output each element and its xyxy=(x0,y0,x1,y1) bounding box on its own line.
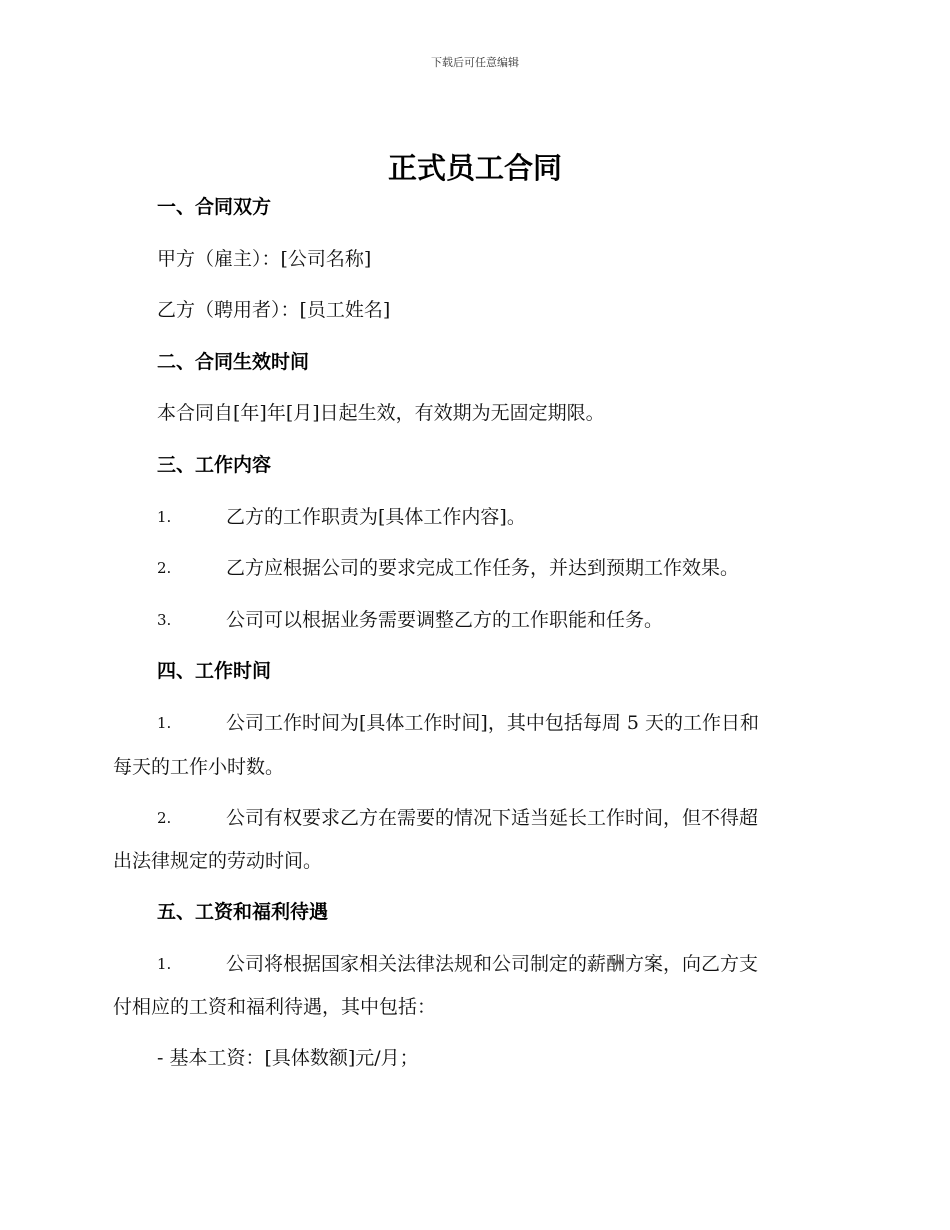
section-heading-salary-benefits: 五、工资和福利待遇 xyxy=(157,901,329,923)
list-item-text: 公司工作时间为[具体工作时间]，其中包括每周 5 天的工作日和 xyxy=(226,712,759,734)
list-item-text: 乙方的工作职责为[具体工作内容]。 xyxy=(226,506,526,528)
list-item-continuation: 每天的工作小时数。 xyxy=(113,756,285,778)
section-heading-effective-date: 二、合同生效时间 xyxy=(157,351,310,373)
section-heading-parties: 一、合同双方 xyxy=(157,196,272,218)
list-item-continuation: 付相应的工资和福利待遇，其中包括： xyxy=(113,996,437,1018)
list-item-text: 乙方应根据公司的要求完成工作任务，并达到预期工作效果。 xyxy=(226,557,740,579)
list-item-number: 2. xyxy=(157,809,172,827)
header-note: 下载后可任意编辑 xyxy=(431,56,519,69)
section-heading-work-hours: 四、工作时间 xyxy=(157,660,272,682)
salary-bullet-line: - 基本工资：[具体数额]元/月； xyxy=(157,1047,419,1069)
list-item-number: 1. xyxy=(157,955,172,973)
list-item-number: 3. xyxy=(157,611,172,629)
list-item-number: 2. xyxy=(157,559,172,577)
party-a-line: 甲方（雇主）：[公司名称] xyxy=(157,248,372,270)
list-item-text: 公司有权要求乙方在需要的情况下适当延长工作时间，但不得超 xyxy=(226,807,759,829)
section-heading-job-content: 三、工作内容 xyxy=(157,454,272,476)
list-item-continuation: 出法律规定的劳动时间。 xyxy=(113,850,323,872)
effective-date-text: 本合同自[年]年[月]日起生效，有效期为无固定期限。 xyxy=(157,402,605,424)
list-item-text: 公司将根据国家相关法律法规和公司制定的薪酬方案，向乙方支 xyxy=(226,953,759,975)
list-item-number: 1. xyxy=(157,508,172,526)
list-item-number: 1. xyxy=(157,714,172,732)
list-item-text: 公司可以根据业务需要调整乙方的工作职能和任务。 xyxy=(226,609,664,631)
document-title: 正式员工合同 xyxy=(387,151,562,185)
party-b-line: 乙方（聘用者）：[员工姓名] xyxy=(157,299,391,321)
